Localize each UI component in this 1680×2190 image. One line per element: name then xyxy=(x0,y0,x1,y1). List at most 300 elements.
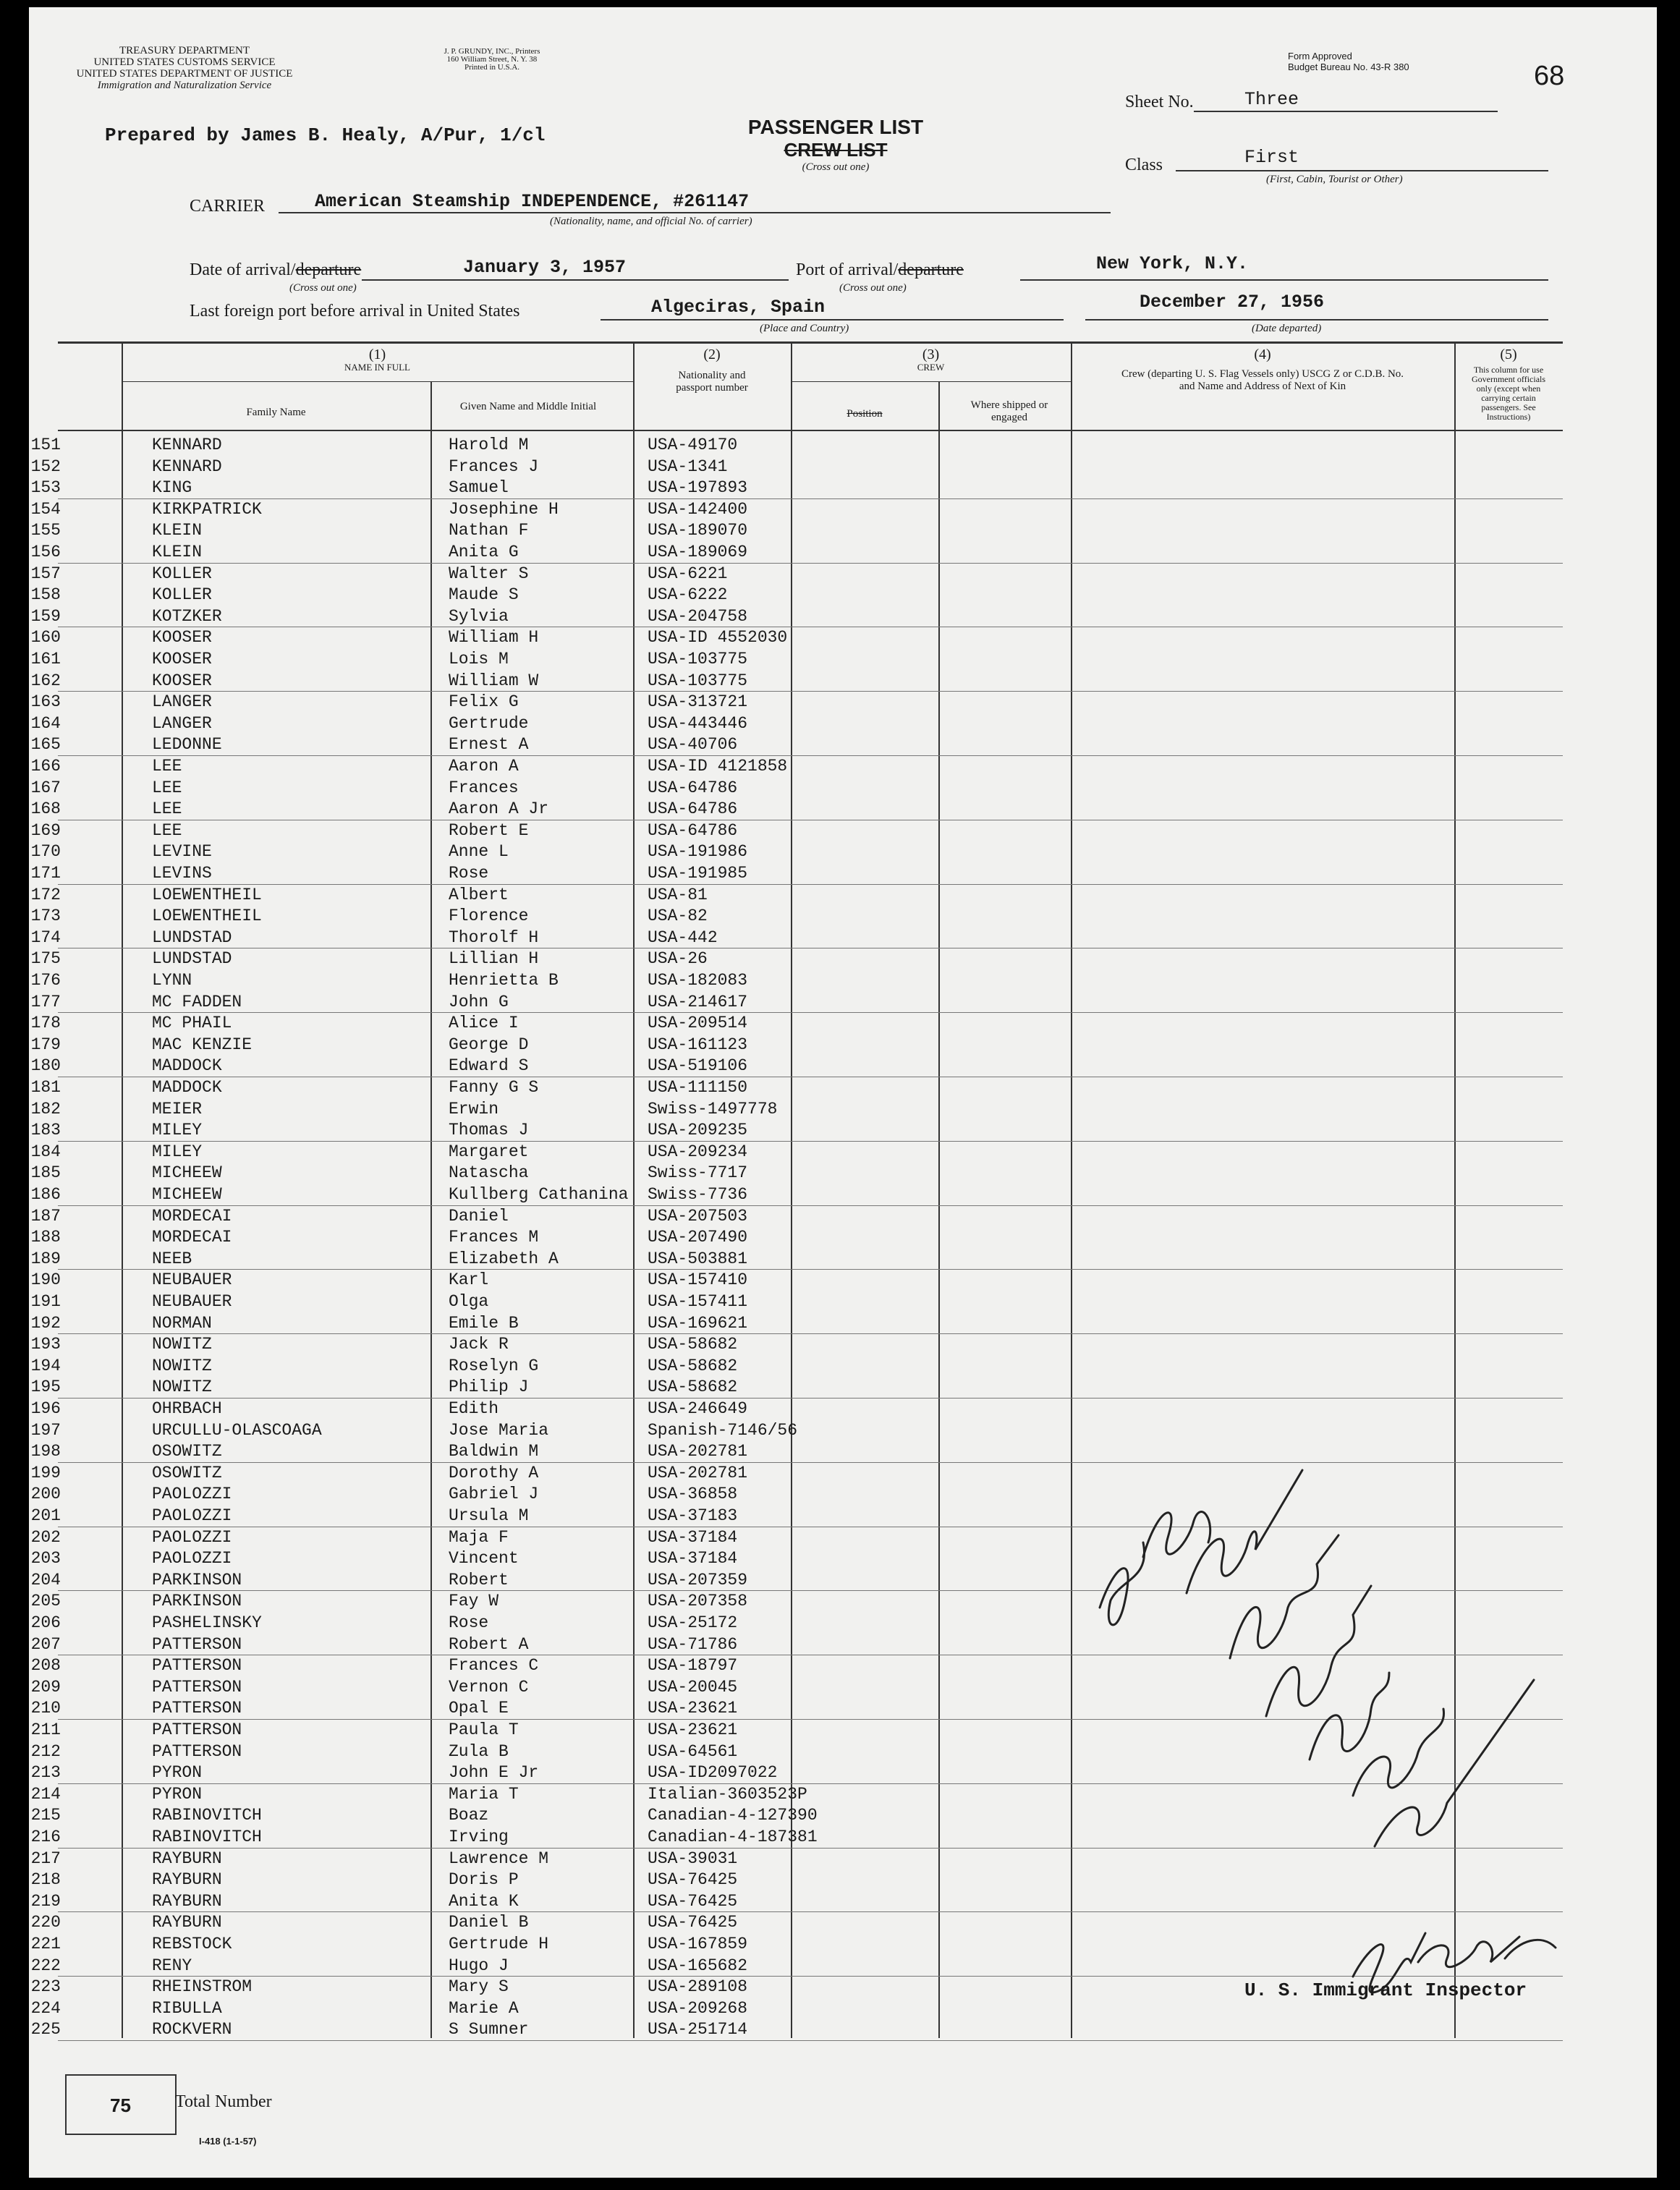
row-number: 197 xyxy=(30,1420,61,1440)
table-row xyxy=(30,627,1563,648)
row-number: 211 xyxy=(30,1720,61,1739)
family-name: PYRON xyxy=(152,1763,203,1783)
row-number: 189 xyxy=(30,1249,61,1268)
table-row xyxy=(30,1034,1563,1056)
table-row xyxy=(30,1226,1563,1248)
given-name: Frances M xyxy=(449,1228,539,1247)
form-approved-line: Form Approved xyxy=(1288,51,1352,61)
family-name: MC PHAIL xyxy=(152,1014,232,1033)
form-approved-line: Budget Bureau No. 43-R 380 xyxy=(1288,61,1409,72)
col3-title: CREW xyxy=(917,362,945,373)
table-row xyxy=(30,563,1563,585)
nationality-passport: USA-58682 xyxy=(648,1356,738,1375)
table-row xyxy=(30,734,1563,755)
nationality-passport: USA-169621 xyxy=(648,1313,748,1333)
family-name: LUNDSTAD xyxy=(152,928,232,947)
port-label xyxy=(796,260,964,280)
table-row xyxy=(30,969,1563,991)
row-number: 170 xyxy=(30,842,61,862)
carrier-line xyxy=(279,212,1111,213)
row-number: 188 xyxy=(30,1228,61,1247)
nationality-passport: USA-443446 xyxy=(648,713,748,733)
table-row xyxy=(30,1184,1563,1205)
table-row xyxy=(30,498,1563,520)
given-name: William W xyxy=(449,671,539,690)
table-row xyxy=(30,884,1563,906)
given-name: S Sumner xyxy=(449,2020,529,2040)
table-row xyxy=(30,1077,1563,1098)
row-number: 194 xyxy=(30,1356,61,1375)
given-name: Natascha xyxy=(449,1163,529,1183)
table-row xyxy=(30,584,1563,606)
arrival-cross-note: (Cross out one) xyxy=(289,282,357,294)
nationality-passport: Swiss-7736 xyxy=(648,1185,748,1204)
total-label: Total Number xyxy=(175,2092,272,2111)
row-number: 225 xyxy=(30,2020,61,2040)
table-row xyxy=(30,519,1563,541)
given-name: Alice I xyxy=(449,1014,519,1033)
given-name: Paula T xyxy=(449,1720,519,1739)
nationality-passport: USA-442 xyxy=(648,928,718,947)
nationality-passport: USA-64786 xyxy=(648,778,738,797)
given-name: Olga xyxy=(449,1292,489,1311)
row-number: 198 xyxy=(30,1442,61,1461)
nationality-passport: USA-25172 xyxy=(648,1613,738,1632)
crew-subheader-rule xyxy=(791,381,1071,382)
family-name: KOLLER xyxy=(152,585,212,605)
nationality-passport: USA-82 xyxy=(648,907,708,926)
family-name: RABINOVITCH xyxy=(152,1806,262,1825)
family-name: PATTERSON xyxy=(152,1720,242,1739)
row-number: 172 xyxy=(30,885,61,904)
given-name: Albert xyxy=(449,885,509,904)
row-number: 219 xyxy=(30,1891,61,1911)
row-number: 156 xyxy=(30,543,61,561)
row-number: 195 xyxy=(30,1378,61,1397)
given-name: Robert E xyxy=(449,820,529,840)
row-number: 217 xyxy=(30,1849,61,1868)
row-number: 186 xyxy=(30,1185,61,1204)
family-name: PARKINSON xyxy=(152,1592,242,1611)
given-name: Lois M xyxy=(449,650,509,669)
nationality-passport: USA-26 xyxy=(648,949,708,969)
row-number: 151 xyxy=(30,436,61,454)
table-row xyxy=(30,456,1563,478)
nationality-passport: USA-40706 xyxy=(648,735,738,755)
family-name: PASHELINSKY xyxy=(152,1613,262,1632)
row-number: 223 xyxy=(30,1977,61,1997)
last-port-line xyxy=(601,319,1064,321)
family-name: LEVINS xyxy=(152,864,212,883)
table-row xyxy=(30,1419,1563,1441)
nationality-passport: USA-81 xyxy=(648,885,708,904)
family-name: PATTERSON xyxy=(152,1656,242,1676)
given-name: Mary S xyxy=(449,1977,509,1997)
row-number: 202 xyxy=(30,1527,61,1547)
nationality-passport: Italian-3603523P xyxy=(648,1784,807,1804)
nationality-passport: USA-1341 xyxy=(648,457,728,476)
passenger-table xyxy=(30,341,1563,2040)
row-number: 199 xyxy=(30,1463,61,1482)
given-name: Lawrence M xyxy=(449,1849,549,1868)
family-name: LOEWENTHEIL xyxy=(152,907,262,926)
row-number: 185 xyxy=(30,1163,61,1183)
nationality-passport: USA-103775 xyxy=(648,671,748,690)
row-number: 154 xyxy=(30,499,61,519)
given-name: Baldwin M xyxy=(449,1442,539,1461)
family-name: RHEINSTROM xyxy=(152,1977,253,1997)
nationality-passport: USA-209235 xyxy=(648,1121,748,1140)
family-name: RIBULLA xyxy=(152,1998,222,2018)
col-family-header: Family Name xyxy=(246,407,306,418)
nationality-passport: USA-20045 xyxy=(648,1677,738,1697)
family-name: LOEWENTHEIL xyxy=(152,885,262,904)
sheet-no-line xyxy=(1194,111,1498,112)
nationality-passport: USA-207358 xyxy=(648,1592,748,1611)
family-name: NEUBAUER xyxy=(152,1292,232,1311)
nationality-passport: USA-76425 xyxy=(648,1891,738,1911)
given-name: Margaret xyxy=(449,1142,529,1161)
nationality-passport: USA-182083 xyxy=(648,971,748,990)
nationality-passport: Swiss-7717 xyxy=(648,1163,748,1183)
form-approved xyxy=(1288,51,1409,72)
last-port-note: (Place and Country) xyxy=(760,323,849,334)
row-number: 155 xyxy=(30,521,61,540)
row-number: 159 xyxy=(30,606,61,626)
family-name: RABINOVITCH xyxy=(152,1828,262,1846)
dept-line: UNITED STATES CUSTOMS SERVICE xyxy=(93,56,276,68)
family-name: LYNN xyxy=(152,971,192,990)
passenger-list-sheet xyxy=(29,7,1657,2178)
nationality-passport: Spanish-7146/56 xyxy=(648,1420,798,1440)
family-name: RAYBURN xyxy=(152,1913,222,1932)
given-name: Rose xyxy=(449,1613,489,1632)
given-name: Emile B xyxy=(449,1313,519,1333)
family-name: LANGER xyxy=(152,692,212,712)
row-number: 203 xyxy=(30,1549,61,1569)
row-number: 190 xyxy=(30,1270,61,1290)
given-name: Daniel B xyxy=(449,1913,529,1932)
family-name: KLEIN xyxy=(152,521,203,540)
carrier-note: (Nationality, name, and official No. of carrier) xyxy=(550,216,752,227)
row-number: 193 xyxy=(30,1335,61,1354)
col-position-header: Position xyxy=(847,408,883,420)
row-number: 160 xyxy=(30,628,61,648)
row-number: 157 xyxy=(30,564,61,583)
table-row xyxy=(30,434,1563,456)
table-row xyxy=(30,927,1563,948)
table-row xyxy=(30,713,1563,734)
given-name: Robert xyxy=(449,1570,509,1590)
total-value: 75 xyxy=(110,2094,131,2116)
table-row xyxy=(30,991,1563,1013)
family-name: ROCKVERN xyxy=(152,2020,232,2040)
given-name: Florence xyxy=(449,907,529,926)
department-block xyxy=(65,45,304,91)
given-name: Rose xyxy=(449,864,489,883)
family-name: PAOLOZZI xyxy=(152,1506,232,1525)
arrival-value: January 3, 1957 xyxy=(463,257,627,278)
row-number: 207 xyxy=(30,1634,61,1654)
nationality-passport: USA-191986 xyxy=(648,842,748,862)
row-number: 168 xyxy=(30,799,61,819)
given-name: Thomas J xyxy=(449,1121,529,1140)
col3-number: (3) xyxy=(922,347,940,362)
table-row xyxy=(30,1333,1563,1355)
nationality-passport: USA-39031 xyxy=(648,1849,738,1868)
row-group-rule xyxy=(58,2040,1563,2041)
port-cross-note: (Cross out one) xyxy=(839,282,907,294)
row-number: 169 xyxy=(30,820,61,840)
nationality-passport: USA-37184 xyxy=(648,1527,738,1547)
given-name: Fanny G S xyxy=(449,1078,539,1097)
family-name: MEIER xyxy=(152,1099,203,1119)
given-name: Anita K xyxy=(449,1891,519,1911)
col-shipped-header: Where shipped or engaged xyxy=(970,399,1048,423)
nationality-passport: USA-157410 xyxy=(648,1270,748,1290)
printer-block xyxy=(405,48,579,72)
col2-header xyxy=(633,349,791,394)
family-name: KOOSER xyxy=(152,628,212,648)
family-name: LEE xyxy=(152,799,182,819)
given-name: Harold M xyxy=(449,436,529,454)
nationality-passport: USA-49170 xyxy=(648,436,738,454)
family-name: OSOWITZ xyxy=(152,1463,222,1482)
family-name: MAC KENZIE xyxy=(152,1035,253,1054)
row-number: 180 xyxy=(30,1056,61,1076)
last-port-label: Last foreign port before arrival in United States xyxy=(190,302,520,321)
col2-number: (2) xyxy=(703,347,721,362)
given-name: Doris P xyxy=(449,1870,519,1890)
row-number: 167 xyxy=(30,778,61,797)
given-name: Josephine H xyxy=(449,499,559,519)
row-number: 184 xyxy=(30,1142,61,1161)
row-number: 222 xyxy=(30,1956,61,1975)
table-row xyxy=(30,1141,1563,1163)
nationality-passport: USA-519106 xyxy=(648,1056,748,1076)
nationality-passport: USA-209234 xyxy=(648,1142,748,1161)
given-name: Robert A xyxy=(449,1634,529,1654)
family-name: KIRKPATRICK xyxy=(152,499,262,519)
given-name: Aaron A Jr xyxy=(449,799,549,819)
given-name: Zula B xyxy=(449,1741,509,1761)
arrival-label xyxy=(190,260,361,280)
sheet-no-label: Sheet No. xyxy=(1125,93,1194,111)
nationality-passport: USA-6221 xyxy=(648,564,728,583)
given-name: Anne L xyxy=(449,842,509,862)
nationality-passport: USA-289108 xyxy=(648,1977,748,1997)
nationality-passport: USA-58682 xyxy=(648,1335,738,1354)
family-name: LEE xyxy=(152,778,182,797)
nationality-passport: USA-204758 xyxy=(648,606,748,626)
row-number: 175 xyxy=(30,949,61,969)
table-row xyxy=(30,606,1563,627)
col1-header xyxy=(122,349,633,373)
col4-number: (4) xyxy=(1254,347,1271,362)
last-port-value: Algeciras, Spain xyxy=(651,297,826,318)
given-name: Gertrude H xyxy=(449,1935,549,1953)
family-name: MADDOCK xyxy=(152,1078,222,1097)
table-row xyxy=(30,1869,1563,1890)
row-number: 209 xyxy=(30,1677,61,1697)
nationality-passport: USA-167859 xyxy=(648,1935,748,1953)
nationality-passport: USA-202781 xyxy=(648,1442,748,1461)
family-name: KLEIN xyxy=(152,543,203,561)
family-name: PARKINSON xyxy=(152,1570,242,1590)
port-struck: departure xyxy=(898,260,964,279)
nationality-passport: USA-23621 xyxy=(648,1720,738,1739)
port-line xyxy=(1020,279,1548,281)
given-name: Daniel xyxy=(449,1206,509,1226)
given-name: Sylvia xyxy=(449,606,509,626)
nationality-passport: USA-246649 xyxy=(648,1399,748,1418)
table-row xyxy=(30,905,1563,927)
family-name: LEE xyxy=(152,757,182,776)
row-number: 221 xyxy=(30,1935,61,1953)
table-row xyxy=(30,1012,1563,1034)
table-row xyxy=(30,1055,1563,1077)
table-row xyxy=(30,1269,1563,1291)
row-number: 208 xyxy=(30,1656,61,1676)
nationality-passport: USA-191985 xyxy=(648,864,748,883)
family-name: RAYBURN xyxy=(152,1870,222,1890)
nationality-passport: USA-157411 xyxy=(648,1292,748,1311)
table-row xyxy=(30,1119,1563,1141)
nationality-passport: USA-36858 xyxy=(648,1485,738,1504)
nationality-passport: USA-503881 xyxy=(648,1249,748,1268)
table-row xyxy=(30,1248,1563,1270)
given-name: Fay W xyxy=(449,1592,499,1611)
sheet-no-value: Three xyxy=(1244,89,1299,110)
table-row xyxy=(30,541,1563,563)
nationality-passport: USA-161123 xyxy=(648,1035,748,1054)
row-number: 173 xyxy=(30,907,61,926)
dept-line: TREASURY DEPARTMENT xyxy=(119,45,250,56)
family-name: PATTERSON xyxy=(152,1634,242,1654)
given-name: Hugo J xyxy=(449,1956,509,1975)
title-passenger-list: PASSENGER LIST xyxy=(747,116,924,138)
col-given-header: Given Name and Middle Initial xyxy=(459,401,597,412)
date-departed-line xyxy=(1085,319,1548,321)
given-name: Anita G xyxy=(449,543,519,561)
row-number: 218 xyxy=(30,1870,61,1890)
name-subheader-rule xyxy=(122,381,633,382)
family-name: PAOLOZZI xyxy=(152,1485,232,1504)
row-number: 153 xyxy=(30,478,61,498)
row-number: 212 xyxy=(30,1741,61,1761)
row-number: 220 xyxy=(30,1913,61,1932)
printer-line: 160 William Street, N. Y. 38 xyxy=(446,55,538,64)
table-row xyxy=(30,820,1563,841)
col4-title: Crew (departing U. S. Flag Vessels only) USCG Z or C.D.B. No. and Name and Address of Next of Kin xyxy=(1121,368,1404,392)
row-number: 213 xyxy=(30,1763,61,1783)
nationality-passport: Canadian-4-187381 xyxy=(648,1828,818,1846)
row-number: 171 xyxy=(30,864,61,883)
family-name: LUNDSTAD xyxy=(152,949,232,969)
given-name: Maria T xyxy=(449,1784,519,1804)
given-name: Gertrude xyxy=(449,713,529,733)
nationality-passport: USA-111150 xyxy=(648,1078,748,1097)
given-name: Irving xyxy=(449,1828,509,1846)
row-number: 216 xyxy=(30,1828,61,1846)
given-name: Gabriel J xyxy=(449,1485,539,1504)
nationality-passport: USA-37184 xyxy=(648,1549,738,1569)
row-number: 206 xyxy=(30,1613,61,1632)
nationality-passport: USA-214617 xyxy=(648,992,748,1011)
nationality-passport: USA-207359 xyxy=(648,1570,748,1590)
family-name: KENNARD xyxy=(152,457,222,476)
family-name: NOWITZ xyxy=(152,1335,212,1354)
given-name: Opal E xyxy=(449,1699,509,1718)
table-row xyxy=(30,1398,1563,1419)
given-name: Vernon C xyxy=(449,1677,529,1697)
given-name: Karl xyxy=(449,1270,489,1290)
given-name: Frances C xyxy=(449,1656,539,1676)
given-name: Felix G xyxy=(449,692,519,712)
given-name: Boaz xyxy=(449,1806,489,1825)
dept-line: UNITED STATES DEPARTMENT OF JUSTICE xyxy=(76,68,293,80)
nationality-passport: USA-103775 xyxy=(648,650,748,669)
col5-title: This column for use Government officials only (except when carrying certain passengers. See Instructions) xyxy=(1471,365,1546,422)
class-value: First xyxy=(1244,147,1299,168)
nationality-passport: USA-ID2097022 xyxy=(648,1763,778,1783)
family-name: MICHEEW xyxy=(152,1185,222,1204)
row-number: 177 xyxy=(30,992,61,1011)
nationality-passport: USA-207503 xyxy=(648,1206,748,1226)
date-departed-note: (Date departed) xyxy=(1252,323,1322,334)
col1-title: NAME IN FULL xyxy=(344,362,410,373)
nationality-passport: USA-37183 xyxy=(648,1506,738,1525)
family-name: RAYBURN xyxy=(152,1891,222,1911)
nationality-passport: USA-64786 xyxy=(648,799,738,819)
nationality-passport: USA-76425 xyxy=(648,1870,738,1890)
col5-number: (5) xyxy=(1500,347,1517,362)
given-name: Kullberg Cathanina xyxy=(449,1185,629,1204)
dept-line: Immigration and Naturalization Service xyxy=(97,80,272,91)
nationality-passport: USA-18797 xyxy=(648,1656,738,1676)
nationality-passport: USA-313721 xyxy=(648,692,748,712)
row-number: 176 xyxy=(30,971,61,990)
class-label: Class xyxy=(1125,156,1163,174)
nationality-passport: USA-64786 xyxy=(648,820,738,840)
family-name: PAOLOZZI xyxy=(152,1549,232,1569)
col5-header xyxy=(1454,349,1563,422)
nationality-passport: USA-165682 xyxy=(648,1956,748,1975)
row-number: 152 xyxy=(30,457,61,476)
family-name: NEEB xyxy=(152,1249,192,1268)
date-departed-value: December 27, 1956 xyxy=(1140,292,1325,313)
given-name: Aaron A xyxy=(449,757,519,776)
port-value: New York, N.Y. xyxy=(1096,253,1249,274)
table-row xyxy=(30,1162,1563,1184)
family-name: KOLLER xyxy=(152,564,212,583)
family-name: NORMAN xyxy=(152,1313,212,1333)
family-name: KOOSER xyxy=(152,650,212,669)
nationality-passport: USA-189070 xyxy=(648,521,748,540)
family-name: NEUBAUER xyxy=(152,1270,232,1290)
nationality-passport: USA-189069 xyxy=(648,543,748,561)
nationality-passport: USA-209514 xyxy=(648,1014,748,1033)
table-row xyxy=(30,1312,1563,1334)
table-row xyxy=(30,477,1563,498)
family-name: OHRBACH xyxy=(152,1399,222,1418)
given-name: John E Jr xyxy=(449,1763,539,1783)
row-number: 215 xyxy=(30,1806,61,1825)
printer-line: Printed in U.S.A. xyxy=(464,63,520,72)
family-name: KING xyxy=(152,478,192,498)
nationality-passport: USA-ID 4121858 xyxy=(648,757,788,776)
given-name: Frances J xyxy=(449,457,539,476)
